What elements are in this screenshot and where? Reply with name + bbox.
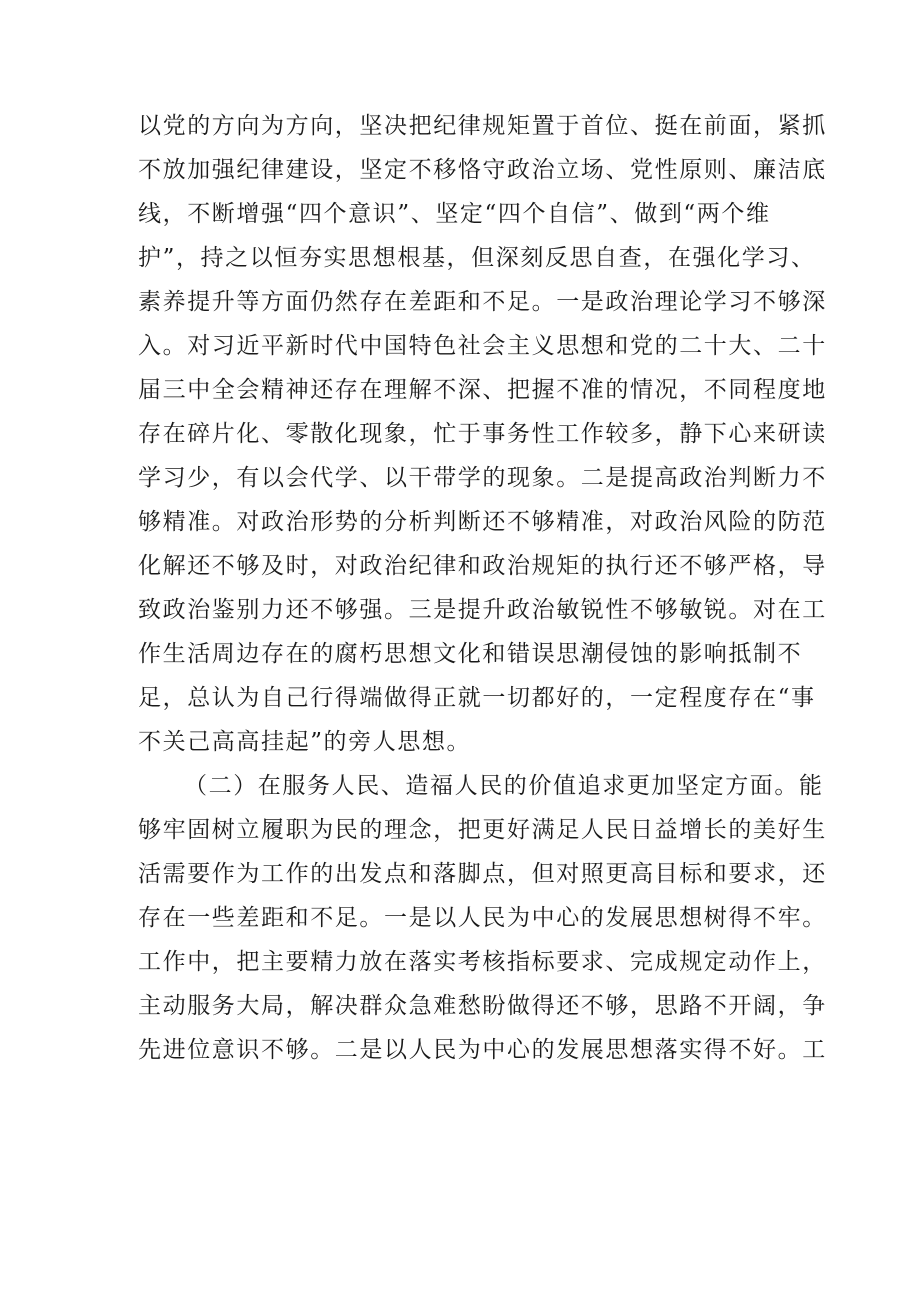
text-line: 致政治鉴别力还不够强。三是提升政治敏锐性不够敏锐。对在工 bbox=[138, 597, 827, 623]
text-line: 届三中全会精神还存在理解不深、把握不准的情况，不同程度地 bbox=[138, 377, 827, 403]
text-line: 不关己高高挂起”的旁人思想。 bbox=[138, 729, 472, 755]
text-line: 足，总认为自己行得端做得正就一切都好的，一定程度存在“事 bbox=[138, 685, 816, 711]
text-line: 入。对习近平新时代中国特色社会主义思想和党的二十大、二十 bbox=[138, 333, 827, 359]
text-line: 线，不断增强“四个意识”、坚定“四个自信”、做到“两个维 bbox=[138, 201, 771, 227]
text-line: 护”，持之以恒夯实思想根基，但深刻反思自查，在强化学习、 bbox=[138, 245, 816, 271]
document-body bbox=[138, 104, 827, 1072]
text-line: 化解还不够及时，对政治纪律和政治规矩的执行还不够严格，导 bbox=[138, 553, 827, 579]
text-line: 素养提升等方面仍然存在差距和不足。一是政治理论学习不够深 bbox=[138, 289, 827, 315]
text-line: 作生活周边存在的腐朽思想文化和错误思潮侵蚀的影响抵制不 bbox=[138, 641, 803, 667]
text-line: 够牢固树立履职为民的理念，把更好满足人民日益增长的美好生 bbox=[138, 817, 827, 843]
text-line: 存在一些差距和不足。一是以人民为中心的发展思想树得不牢。 bbox=[138, 905, 827, 931]
text-line: 以党的方向为方向，坚决把纪律规矩置于首位、挺在前面，紧抓 bbox=[138, 113, 827, 139]
text-line: 不放加强纪律建设，坚定不移恪守政治立场、党性原则、廉洁底 bbox=[138, 157, 827, 183]
text-line: 主动服务大局，解决群众急难愁盼做得还不够，思路不开阔，争 bbox=[138, 993, 827, 1019]
text-line: 工作中，把主要精力放在落实考核指标要求、完成规定动作上， bbox=[138, 949, 827, 975]
text-line: 够精准。对政治形势的分析判断还不够精准，对政治风险的防范 bbox=[138, 509, 827, 535]
text-line: 先进位意识不够。二是以人民为中心的发展思想落实得不好。工 bbox=[138, 1037, 827, 1063]
text-line: 活需要作为工作的出发点和落脚点，但对照更高目标和要求，还 bbox=[138, 861, 827, 887]
paragraph-first-line: （二）在服务人民、造福人民的价值追求更加坚定方面。能 bbox=[184, 773, 824, 799]
text-line: 存在碎片化、零散化现象，忙于事务性工作较多，静下心来研读 bbox=[138, 421, 827, 447]
text-line: 学习少，有以会代学、以干带学的现象。二是提高政治判断力不 bbox=[138, 465, 827, 491]
